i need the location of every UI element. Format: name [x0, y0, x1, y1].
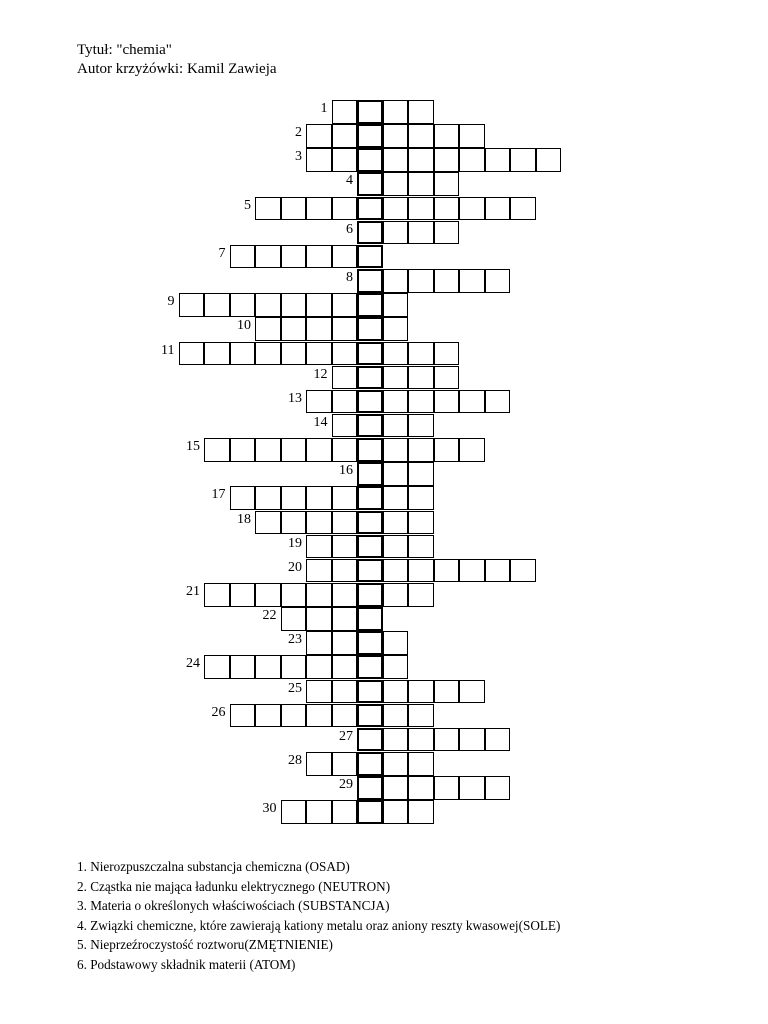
crossword-cell[interactable]	[434, 390, 460, 414]
clue-item: 6. Podstawowy składnik materii (ATOM)	[77, 956, 296, 972]
crossword-cell[interactable]	[332, 245, 358, 269]
crossword-cell[interactable]	[383, 317, 409, 341]
crossword-cell[interactable]	[332, 342, 358, 366]
key-column-cell[interactable]	[357, 197, 383, 221]
crossword-cell[interactable]	[434, 221, 460, 245]
crossword-cell[interactable]	[306, 704, 332, 728]
crossword-cell[interactable]	[306, 583, 332, 607]
crossword-cell[interactable]	[383, 100, 409, 124]
crossword-cell[interactable]	[306, 486, 332, 510]
crossword-cell[interactable]	[408, 462, 434, 486]
clue-item: 5. Nieprzeźroczystość roztworu(ZMĘTNIENIE)	[77, 937, 333, 952]
crossword-cell[interactable]	[281, 607, 307, 631]
crossword-cell[interactable]	[306, 752, 332, 776]
crossword-cell[interactable]	[383, 631, 409, 655]
crossword-cell[interactable]	[383, 462, 409, 486]
row-number-label: 9	[167, 294, 175, 310]
crossword-cell[interactable]	[408, 269, 434, 293]
crossword-cell[interactable]	[459, 559, 485, 583]
crossword-cell[interactable]	[383, 172, 409, 196]
crossword-cell[interactable]	[383, 414, 409, 438]
crossword-cell[interactable]	[383, 342, 409, 366]
key-column-cell[interactable]	[357, 486, 383, 510]
key-column-cell[interactable]	[357, 607, 383, 631]
crossword-cell[interactable]	[383, 704, 409, 728]
crossword-cell[interactable]	[255, 245, 281, 269]
crossword-cell[interactable]	[383, 269, 409, 293]
crossword-cell[interactable]	[459, 124, 485, 148]
crossword-cell[interactable]	[332, 631, 358, 655]
crossword-cell[interactable]	[408, 486, 434, 510]
crossword-cell[interactable]	[306, 438, 332, 462]
crossword-cell[interactable]	[408, 752, 434, 776]
crossword-cell[interactable]	[306, 511, 332, 535]
row-number-label: 2	[295, 125, 302, 141]
crossword-cell[interactable]	[459, 148, 485, 172]
crossword-cell[interactable]	[485, 197, 511, 221]
crossword-cell[interactable]	[281, 342, 307, 366]
crossword-cell[interactable]	[332, 486, 358, 510]
crossword-cell[interactable]	[408, 800, 434, 824]
row-number-label: 30	[262, 801, 277, 817]
row-number-label: 8	[346, 270, 353, 286]
crossword-cell[interactable]	[306, 607, 332, 631]
crossword-cell[interactable]	[332, 704, 358, 728]
crossword-cell[interactable]	[281, 704, 307, 728]
crossword-cell[interactable]	[306, 124, 332, 148]
row-number-label: 7	[218, 245, 226, 261]
key-column-cell[interactable]	[357, 680, 383, 704]
row-number-label: 21	[186, 584, 200, 599]
crossword-cell[interactable]	[485, 559, 511, 583]
crossword-cell[interactable]	[332, 390, 358, 414]
crossword-cell[interactable]	[255, 704, 281, 728]
crossword-cell[interactable]	[332, 535, 358, 559]
crossword-cell[interactable]	[383, 221, 409, 245]
crossword-cell[interactable]	[204, 293, 230, 317]
crossword-cell[interactable]	[485, 728, 511, 752]
crossword-cell[interactable]	[230, 704, 256, 728]
crossword-cell[interactable]	[408, 390, 434, 414]
crossword-cell[interactable]	[230, 245, 256, 269]
crossword-cell[interactable]	[281, 583, 307, 607]
crossword-cell[interactable]	[306, 631, 332, 655]
key-column-cell[interactable]	[357, 752, 383, 776]
crossword-cell[interactable]	[383, 511, 409, 535]
crossword-cell[interactable]	[408, 680, 434, 704]
crossword-cell[interactable]	[204, 655, 230, 679]
row-number-label: 4	[346, 173, 353, 189]
crossword-cell[interactable]	[281, 245, 307, 269]
row-number-label: 6	[346, 221, 353, 237]
crossword-cell[interactable]	[230, 486, 256, 510]
row-number-label: 27	[339, 728, 353, 744]
key-column-cell[interactable]	[357, 293, 383, 317]
row-number-label: 11	[161, 342, 175, 358]
key-column-cell[interactable]	[357, 124, 383, 148]
clue-item: 4. Związki chemiczne, które zawierają kationy metalu oraz aniony reszty kwasowej(SOLE)	[77, 917, 561, 933]
crossword-cell[interactable]	[434, 776, 460, 800]
crossword-cell[interactable]	[332, 438, 358, 462]
crossword-cell[interactable]	[408, 776, 434, 800]
crossword-cell[interactable]	[434, 680, 460, 704]
crossword-cell[interactable]	[230, 583, 256, 607]
row-number-label: 26	[211, 704, 226, 720]
crossword-cell[interactable]	[255, 293, 281, 317]
crossword-cell[interactable]	[510, 197, 536, 221]
key-column-cell[interactable]	[357, 390, 383, 414]
crossword-cell[interactable]	[281, 197, 307, 221]
key-column-cell[interactable]	[357, 366, 383, 390]
crossword-cell[interactable]	[383, 486, 409, 510]
crossword-cell[interactable]	[332, 511, 358, 535]
crossword-cell[interactable]	[332, 559, 358, 583]
crossword-cell[interactable]	[383, 438, 409, 462]
row-number-label: 28	[288, 753, 302, 769]
crossword-cell[interactable]	[434, 197, 460, 221]
crossword-cell[interactable]	[255, 655, 281, 679]
crossword-cell[interactable]	[408, 100, 434, 124]
key-column-cell[interactable]	[357, 462, 383, 486]
crossword-cell[interactable]	[408, 148, 434, 172]
key-column-cell[interactable]	[357, 631, 383, 655]
crossword-cell[interactable]	[179, 293, 205, 317]
crossword-cell[interactable]	[332, 148, 358, 172]
crossword-cell[interactable]	[383, 655, 409, 679]
crossword-cell[interactable]	[306, 245, 332, 269]
row-number-label: 22	[262, 608, 277, 624]
key-column-cell[interactable]	[357, 148, 383, 172]
key-column-cell[interactable]	[357, 414, 383, 438]
crossword-cell[interactable]	[306, 535, 332, 559]
clue-item: 3. Materia o określonych właściwościach (SUBSTANCJA)	[77, 898, 390, 913]
crossword-cell[interactable]	[306, 317, 332, 341]
crossword-cell[interactable]	[306, 800, 332, 824]
crossword-cell[interactable]	[230, 655, 256, 679]
crossword-cell[interactable]	[408, 124, 434, 148]
crossword-cell[interactable]	[255, 511, 281, 535]
key-column-cell[interactable]	[357, 704, 383, 728]
crossword-cell[interactable]	[434, 124, 460, 148]
row-number-label: 16	[339, 463, 353, 479]
key-column-cell[interactable]	[357, 559, 383, 583]
crossword-cell[interactable]	[408, 342, 434, 366]
row-number-label: 24	[186, 656, 200, 672]
key-column-cell[interactable]	[357, 172, 383, 196]
crossword-cell[interactable]	[255, 486, 281, 510]
crossword-cell[interactable]	[332, 317, 358, 341]
crossword-cell[interactable]	[306, 559, 332, 583]
crossword-title: Tytuł: "chemia"	[77, 42, 172, 58]
crossword-cell[interactable]	[255, 197, 281, 221]
crossword-author: Autor krzyżówki: Kamil Zawieja	[77, 61, 277, 77]
crossword-cell[interactable]	[485, 776, 511, 800]
crossword-cell[interactable]	[459, 390, 485, 414]
crossword-cell[interactable]	[332, 607, 358, 631]
crossword-cell[interactable]	[408, 414, 434, 438]
crossword-cell[interactable]	[332, 800, 358, 824]
crossword-cell[interactable]	[255, 583, 281, 607]
crossword-cell[interactable]	[332, 655, 358, 679]
crossword-cell[interactable]	[306, 197, 332, 221]
crossword-cell[interactable]	[485, 148, 511, 172]
row-number-label: 25	[288, 680, 302, 696]
crossword-cell[interactable]	[434, 269, 460, 293]
crossword-cell[interactable]	[408, 559, 434, 583]
crossword-cell[interactable]	[306, 293, 332, 317]
crossword-cell[interactable]	[306, 148, 332, 172]
crossword-cell[interactable]	[408, 511, 434, 535]
row-number-label: 17	[211, 487, 226, 503]
crossword-cell[interactable]	[383, 583, 409, 607]
crossword-cell[interactable]	[408, 583, 434, 607]
row-number-label: 10	[237, 318, 251, 334]
crossword-cell[interactable]	[408, 172, 434, 196]
key-column-cell[interactable]	[357, 100, 383, 124]
crossword-cell[interactable]	[306, 342, 332, 366]
crossword-cell[interactable]	[383, 776, 409, 800]
row-number-label: 3	[295, 149, 302, 165]
crossword-cell[interactable]	[204, 438, 230, 462]
crossword-cell[interactable]	[434, 342, 460, 366]
crossword-cell[interactable]	[332, 680, 358, 704]
crossword-cell[interactable]	[281, 438, 307, 462]
crossword-cell[interactable]	[434, 559, 460, 583]
crossword-cell[interactable]	[434, 728, 460, 752]
crossword-cell[interactable]	[459, 197, 485, 221]
crossword-cell[interactable]	[281, 486, 307, 510]
key-column-cell[interactable]	[357, 269, 383, 293]
crossword-cell[interactable]	[383, 293, 409, 317]
crossword-cell[interactable]	[459, 269, 485, 293]
crossword-cell[interactable]	[230, 342, 256, 366]
clue-item: 1. Nierozpuszczalna substancja chemiczna (OSAD)	[77, 859, 350, 874]
crossword-cell[interactable]	[536, 148, 562, 172]
crossword-cell[interactable]	[332, 583, 358, 607]
crossword-cell[interactable]	[332, 366, 358, 390]
row-number-label: 23	[288, 632, 302, 648]
crossword-cell[interactable]	[459, 680, 485, 704]
crossword-cell[interactable]	[383, 535, 409, 559]
crossword-cell[interactable]	[434, 366, 460, 390]
crossword-cell[interactable]	[408, 366, 434, 390]
crossword-cell[interactable]	[434, 148, 460, 172]
row-number-label: 12	[313, 366, 328, 382]
key-column-cell[interactable]	[357, 438, 383, 462]
key-column-cell[interactable]	[357, 728, 383, 752]
key-column-cell[interactable]	[357, 245, 383, 269]
crossword-cell[interactable]	[255, 317, 281, 341]
crossword-cell[interactable]	[408, 221, 434, 245]
crossword-cell[interactable]	[306, 390, 332, 414]
crossword-cell[interactable]	[459, 438, 485, 462]
row-number-label: 18	[237, 511, 251, 527]
crossword-cell[interactable]	[179, 342, 205, 366]
crossword-cell[interactable]	[408, 438, 434, 462]
crossword-cell[interactable]	[383, 559, 409, 583]
row-number-label: 1	[320, 101, 328, 116]
crossword-cell[interactable]	[255, 438, 281, 462]
crossword-cell[interactable]	[281, 511, 307, 535]
crossword-cell[interactable]	[204, 342, 230, 366]
row-number-label: 5	[244, 197, 251, 213]
crossword-cell[interactable]	[281, 317, 307, 341]
crossword-cell[interactable]	[332, 414, 358, 438]
crossword-cell[interactable]	[332, 293, 358, 317]
crossword-cell[interactable]	[383, 197, 409, 221]
row-number-label: 29	[339, 777, 353, 793]
crossword-cell[interactable]	[510, 559, 536, 583]
key-column-cell[interactable]	[357, 776, 383, 800]
crossword-cell[interactable]	[408, 728, 434, 752]
crossword-cell[interactable]	[230, 438, 256, 462]
key-column-cell[interactable]	[357, 342, 383, 366]
crossword-cell[interactable]	[383, 728, 409, 752]
crossword-cell[interactable]	[281, 293, 307, 317]
crossword-cell[interactable]	[434, 172, 460, 196]
key-column-cell[interactable]	[357, 535, 383, 559]
crossword-cell[interactable]	[485, 269, 511, 293]
clue-item: 2. Cząstka nie mająca ładunku elektrycznego (NEUTRON)	[77, 878, 391, 894]
crossword-cell[interactable]	[306, 655, 332, 679]
crossword-cell[interactable]	[510, 148, 536, 172]
key-column-cell[interactable]	[357, 800, 383, 824]
crossword-cell[interactable]	[383, 752, 409, 776]
crossword-cell[interactable]	[459, 728, 485, 752]
crossword-cell[interactable]	[332, 124, 358, 148]
crossword-cell[interactable]	[332, 100, 358, 124]
row-number-label: 20	[288, 559, 302, 575]
crossword-cell[interactable]	[434, 438, 460, 462]
key-column-cell[interactable]	[357, 511, 383, 535]
crossword-cell[interactable]	[332, 197, 358, 221]
row-number-label: 14	[313, 414, 328, 430]
crossword-cell[interactable]	[332, 752, 358, 776]
crossword-cell[interactable]	[230, 293, 256, 317]
crossword-cell[interactable]	[383, 390, 409, 414]
crossword-cell[interactable]	[408, 535, 434, 559]
crossword-cell[interactable]	[383, 148, 409, 172]
row-number-label: 19	[288, 535, 302, 551]
crossword-cell[interactable]	[408, 704, 434, 728]
crossword-cell[interactable]	[383, 366, 409, 390]
key-column-cell[interactable]	[357, 655, 383, 679]
crossword-cell[interactable]	[383, 124, 409, 148]
key-column-cell[interactable]	[357, 221, 383, 245]
crossword-cell[interactable]	[383, 800, 409, 824]
key-column-cell[interactable]	[357, 317, 383, 341]
crossword-cell[interactable]	[485, 390, 511, 414]
crossword-cell[interactable]	[281, 800, 307, 824]
crossword-cell[interactable]	[383, 680, 409, 704]
crossword-cell[interactable]	[255, 342, 281, 366]
row-number-label: 13	[288, 390, 302, 406]
crossword-cell[interactable]	[204, 583, 230, 607]
crossword-cell[interactable]	[281, 655, 307, 679]
crossword-cell[interactable]	[306, 680, 332, 704]
row-number-label: 15	[186, 439, 200, 455]
crossword-cell[interactable]	[408, 197, 434, 221]
key-column-cell[interactable]	[357, 583, 383, 607]
crossword-cell[interactable]	[459, 776, 485, 800]
clue-list	[77, 857, 560, 974]
